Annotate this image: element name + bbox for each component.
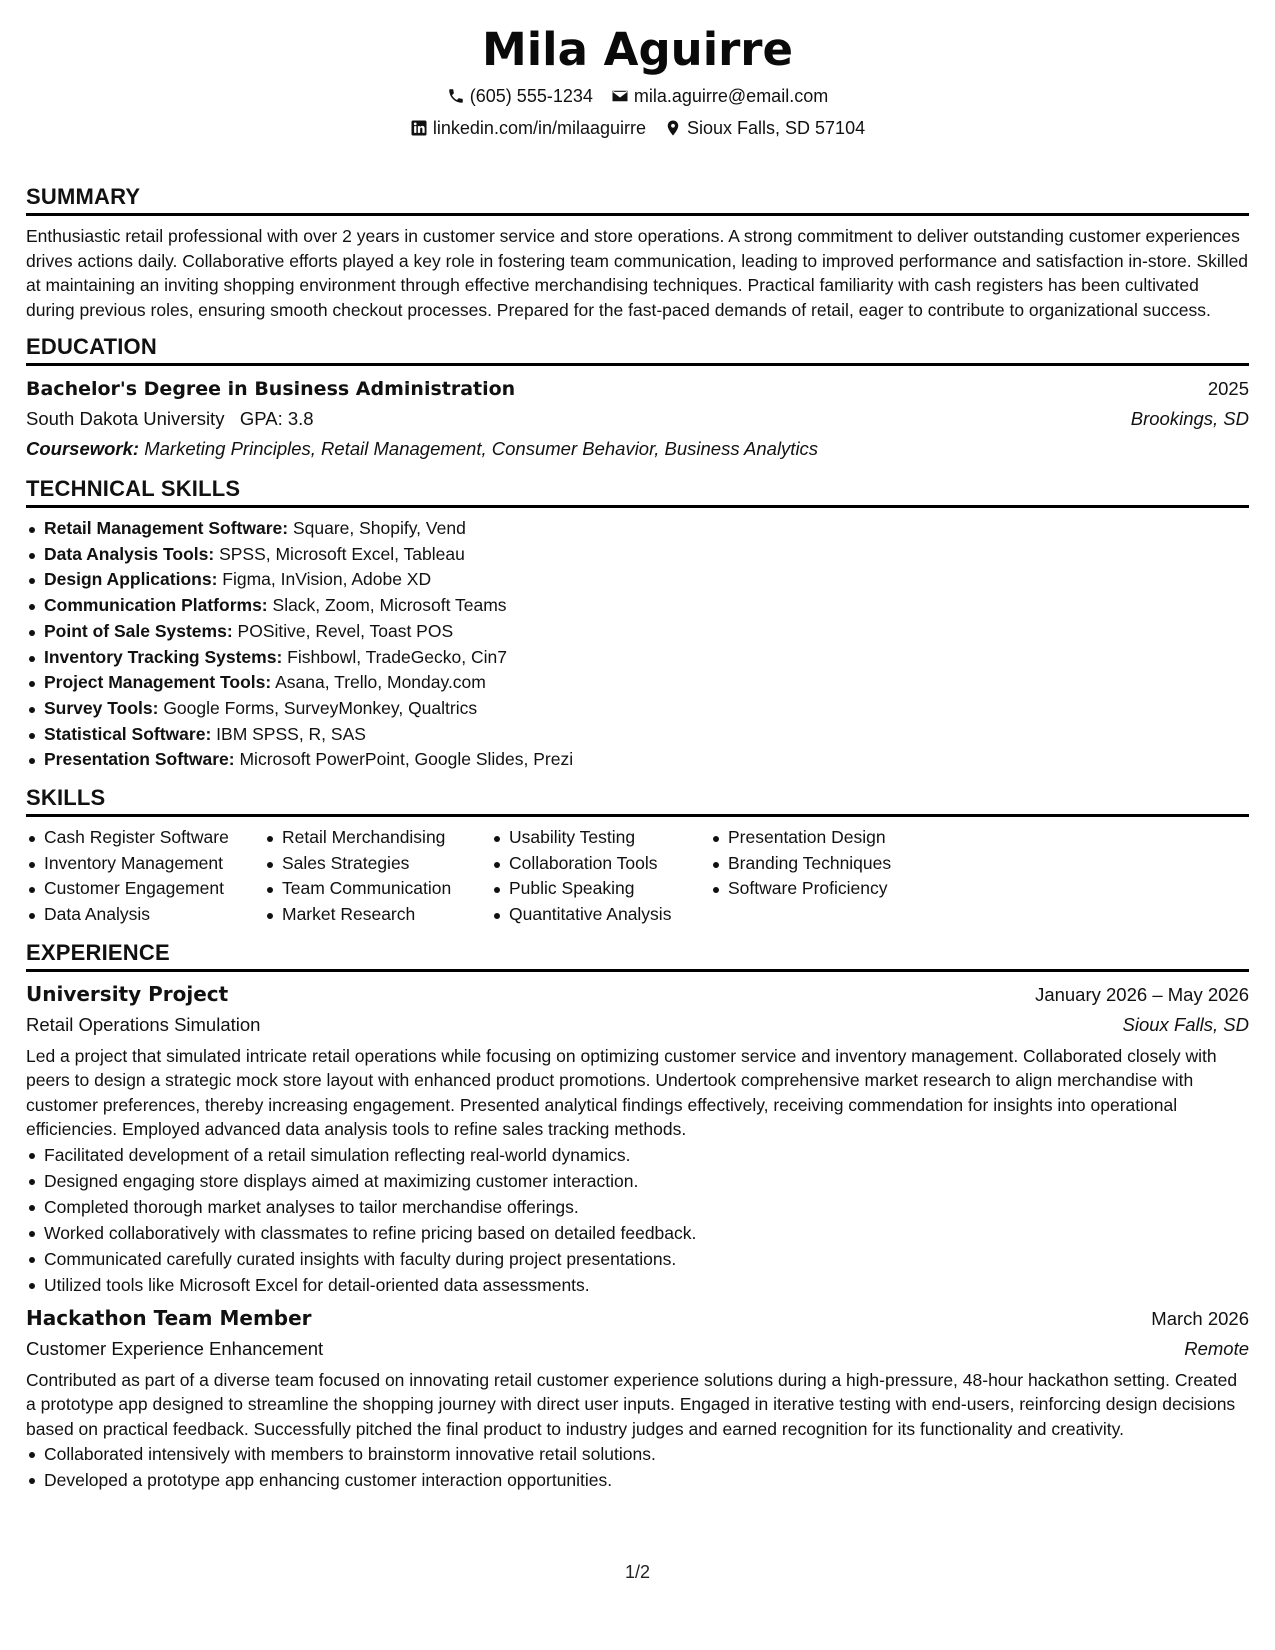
entry-header-row [26,980,1249,1010]
coursework-line [26,434,1249,464]
entry-org: Customer Experience Enhancement [26,1337,324,1359]
location-text: Sioux Falls, SD 57104 [687,118,866,138]
skill-category: Survey Tools: [44,697,159,718]
experience-entry [26,1304,1249,1494]
skill-category: Presentation Software: [44,749,235,770]
list-item: Designed engaging store displays aimed at maximizing customer interaction. [26,1168,1249,1194]
list-item [26,670,1249,696]
coursework-label: Coursework: [26,438,140,459]
entry-bullets [26,1142,1249,1298]
school-name: South Dakota University [26,408,225,429]
list-item [26,542,1249,568]
map-pin-icon [664,119,682,137]
section-title-experience: EXPERIENCE [26,940,1249,972]
list-item [26,722,1249,748]
list-item: Market Research [264,902,491,928]
location-contact [664,116,865,140]
entry-description: Contributed as part of a diverse team focused on innovating retail customer experience solutions during a high-pressure, 48-hour hackathon setting. Created a prototype app designed to streamline the shopping journey with direct user inputs. Engaged in iterative testing with end-users, reinforcing design decisions based on practical feedback. Successfully pitched the final product to industry judges and earned recognition for its functionality and creativity. [26,1369,1238,1439]
phone-number: (605) 555-1234 [469,86,593,106]
summary-section [26,184,1249,322]
section-title-summary: SUMMARY [26,184,1249,216]
skills-section [26,785,1249,928]
entry-dates: January 2026 – May 2026 [1035,983,1249,1005]
list-item [26,747,1249,773]
coursework-list: Marketing Principles, Retail Management, Consumer Behavior, Business Analytics [144,438,819,459]
entry-location: Sioux Falls, SD [1122,1013,1249,1035]
linkedin-url[interactable]: linkedin.com/in/milaaguirre [432,118,646,138]
entry-role: Hackathon Team Member [26,1305,312,1330]
skills-column-2 [264,825,491,928]
skill-category: Point of Sale Systems: [44,620,233,641]
school-and-gpa [26,404,314,434]
list-item [26,696,1249,722]
skill-values: Asana, Trello, Monday.com [275,672,486,693]
section-title-skills: SKILLS [26,785,1249,817]
list-item: Presentation Design [710,825,950,851]
list-item: Team Communication [264,876,491,902]
entry-location: Remote [1184,1337,1249,1359]
skill-category: Retail Management Software: [44,518,289,538]
experience-entry [26,980,1249,1298]
list-item: Cash Register Software [26,825,264,851]
list-item: Worked collaboratively with classmates to refine pricing based on detailed feedback. [26,1220,1249,1246]
list-item: Sales Strategies [264,851,491,877]
entry-subheader-row [26,1334,1249,1364]
list-item: Developed a prototype app enhancing customer interaction opportunities. [26,1467,1249,1493]
degree-name: Bachelor's Degree in Business Administration [26,378,516,400]
list-item: Utilized tools like Microsoft Excel for detail-oriented data assessments. [26,1272,1249,1298]
email-contact[interactable] [611,84,828,108]
list-item [26,516,1249,542]
education-section [26,334,1249,464]
entry-description: Led a project that simulated intricate retail operations while focusing on optimizing customer service and inventory management. Collaborated closely with peers to design a strategic mock store layout with enhanced product promotions. Undertook comprehensive market research to align merchandise with customer preferences, thereby increasing engagement. Presented analytical findings effectively, receiving commendation for insights into operational efficiencies. Employed advanced data analysis tools to refine sales tracking methods. [26,1045,1217,1140]
list-item [26,593,1249,619]
contact-line-1 [26,84,1249,108]
skill-values: POSitive, Revel, Toast POS [237,620,454,641]
skill-category: Communication Platforms: [44,595,268,616]
skills-column-1 [26,825,264,928]
contact-line-2 [26,116,1249,140]
skill-category: Project Management Tools: [44,672,272,693]
section-title-technical-skills: TECHNICAL SKILLS [26,476,1249,508]
list-item: Data Analysis [26,902,264,928]
skills-grid [26,825,1249,928]
education-school-row [26,404,1249,434]
section-title-education: EDUCATION [26,334,1249,366]
experience-section [26,940,1249,1494]
entry-org: Retail Operations Simulation [26,1013,261,1035]
list-item: Quantitative Analysis [491,902,710,928]
list-item [26,645,1249,671]
list-item: Software Proficiency [710,876,950,902]
skill-values: SPSS, Microsoft Excel, Tableau [219,543,465,564]
skill-category: Statistical Software: [44,723,212,744]
entry-bullets [26,1441,1249,1493]
envelope-icon [611,87,629,105]
skill-values: Microsoft PowerPoint, Google Slides, Prezi [239,749,574,770]
phone-icon [447,87,465,105]
skill-category: Inventory Tracking Systems: [44,646,283,667]
entry-subheader-row [26,1010,1249,1040]
list-item: Completed thorough market analyses to tailor merchandise offerings. [26,1194,1249,1220]
skill-values: IBM SPSS, R, SAS [216,723,366,744]
list-item: Public Speaking [491,876,710,902]
skill-category: Data Analysis Tools: [44,543,215,564]
list-item [26,619,1249,645]
graduation-year: 2025 [1207,378,1249,399]
page-number: 1/2 [624,1562,651,1582]
linkedin-contact[interactable] [410,116,646,140]
skill-values: Square, Shopify, Vend [292,518,466,538]
list-item: Communicated carefully curated insights with faculty during project presentations. [26,1246,1249,1272]
list-item [26,567,1249,593]
list-item: Collaboration Tools [491,851,710,877]
skill-values: Figma, InVision, Adobe XD [222,569,432,590]
resume-header [26,0,1249,140]
technical-skills-list [26,516,1249,773]
entry-header-row [26,1304,1249,1334]
skills-column-3 [491,825,710,928]
list-item: Facilitated development of a retail simulation reflecting real-world dynamics. [26,1142,1249,1168]
skill-category: Design Applications: [44,569,218,590]
phone-contact [447,84,593,108]
list-item: Inventory Management [26,851,264,877]
school-location: Brookings, SD [1130,408,1249,429]
candidate-name: Mila Aguirre [481,23,794,76]
email-address[interactable]: mila.aguirre@email.com [633,86,829,106]
list-item: Usability Testing [491,825,710,851]
entry-role: University Project [26,981,229,1006]
linkedin-icon [410,119,428,137]
gpa: GPA: 3.8 [239,408,314,429]
list-item: Collaborated intensively with members to brainstorm innovative retail solutions. [26,1441,1249,1467]
list-item: Branding Techniques [710,851,950,877]
summary-text: Enthusiastic retail professional with over 2 years in customer service and store operations. A strong commitment to deliver outstanding customer experiences drives actions daily. Collaborative efforts played a key role in fostering team communication, leading to improved performance and satisfaction in-store. Skilled at maintaining an inviting shopping environment through effective merchandising techniques. Practical familiarity with cash registers has been cultivated during previous roles, ensuring smooth checkout processes. Prepared for the fast-paced demands of retail, eager to contribute to organizational success. [26,226,1249,320]
list-item: Customer Engagement [26,876,264,902]
education-header-row [26,374,1249,404]
skill-values: Google Forms, SurveyMonkey, Qualtrics [163,697,478,718]
skill-values: Fishbowl, TradeGecko, Cin7 [287,646,507,667]
list-item: Retail Merchandising [264,825,491,851]
skills-column-4 [710,825,950,928]
technical-skills-section [26,476,1249,773]
entry-dates: March 2026 [1151,1307,1249,1329]
skill-values: Slack, Zoom, Microsoft Teams [272,595,507,616]
